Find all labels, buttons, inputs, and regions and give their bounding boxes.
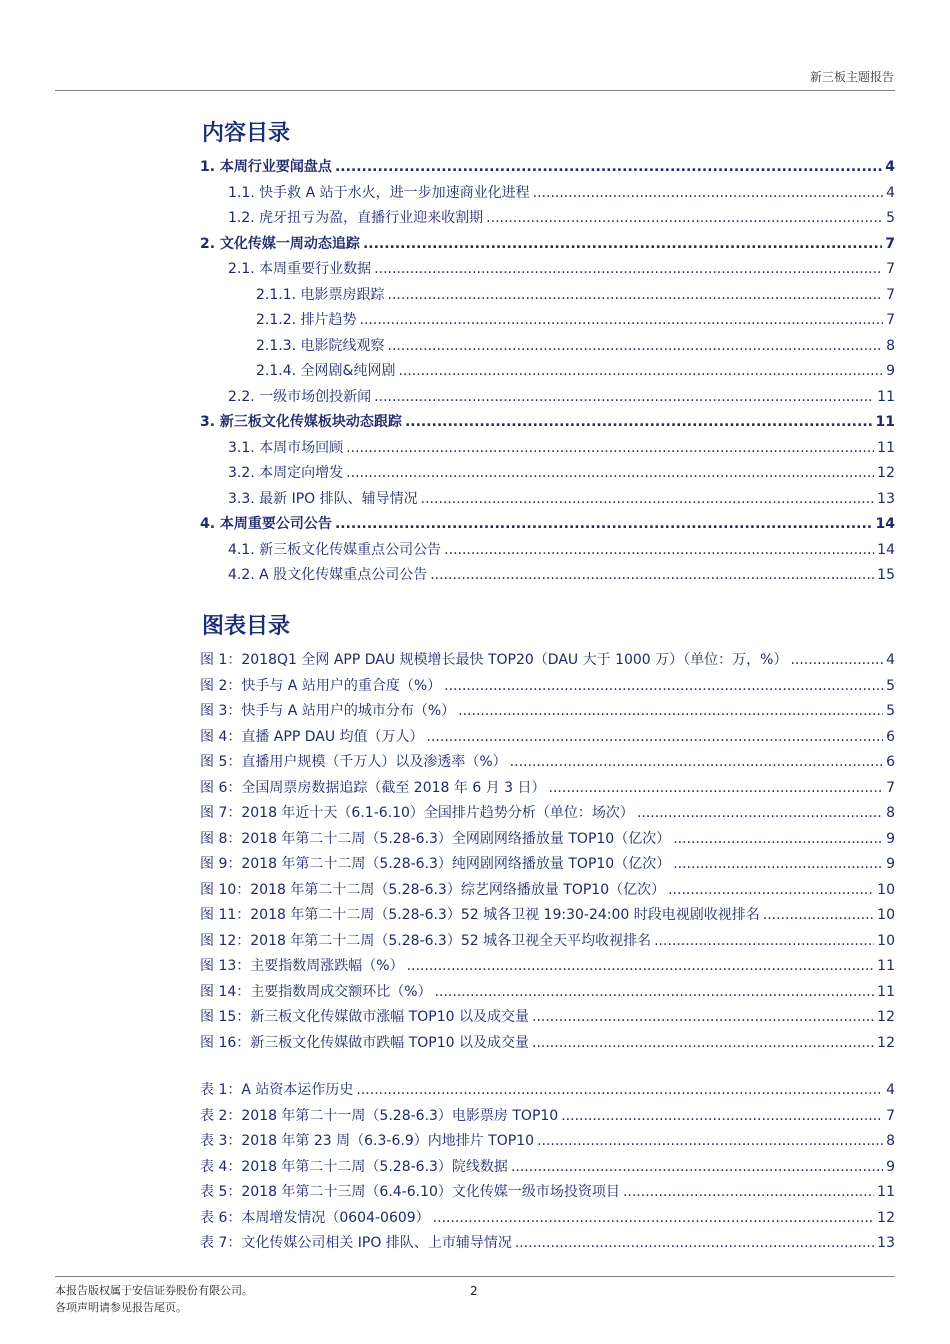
dot-leader [407, 956, 875, 976]
figure-item-label: 图 14：主要指数周成交额环比（%） [200, 983, 432, 1000]
figure-item-page: 12 [877, 1034, 895, 1051]
figure-item-label: 图 16：新三板文化传媒做市跌幅 TOP10 以及成交量 [200, 1034, 529, 1051]
table-item[interactable] [200, 1208, 895, 1228]
dot-leader [335, 157, 882, 177]
dot-leader [673, 829, 883, 849]
table-item-label: 表 2：2018 年第二十一周（5.28-6.3）电影票房 TOP10 [200, 1107, 559, 1124]
figure-item[interactable] [200, 982, 895, 1002]
dot-leader [363, 234, 882, 254]
table-item-label: 表 1：A 站资本运作历史 [200, 1082, 354, 1098]
figure-item-page: 11 [877, 983, 895, 1000]
figure-item-label: 图 11：2018 年第二十二周（5.28-6.3）52 城各卫视 19:30-24:00 时段电视剧收视排名 [200, 907, 760, 923]
dot-leader [374, 259, 883, 279]
footer-copyright: 本报告版权属于安信证券股份有限公司。 [55, 1284, 253, 1297]
toc-item-page: 7 [885, 235, 895, 252]
dot-leader [668, 880, 874, 900]
toc-item-page: 11 [877, 439, 895, 456]
dot-leader [511, 1157, 883, 1177]
toc-item-label: 3.1. 本周市场回顾 [228, 439, 344, 456]
toc-item-label: 3.3. 最新 IPO 排队、辅导情况 [228, 490, 418, 507]
dot-leader [486, 208, 883, 228]
dot-leader [458, 701, 883, 721]
figure-item[interactable] [200, 803, 895, 823]
figure-item[interactable] [200, 650, 895, 670]
toc-item[interactable] [228, 565, 895, 585]
table-item-label: 表 6：本周增发情况（0604-0609） [200, 1209, 430, 1226]
table-item-label: 表 5：2018 年第二十三周（6.4-6.10）文化传媒一级市场投资项目 [200, 1184, 620, 1200]
table-item-label: 表 4：2018 年第二十二周（5.28-6.3）院线数据 [200, 1158, 508, 1175]
table-item-page: 4 [886, 1082, 895, 1098]
toc-item-label: 3. 新三板文化传媒板块动态跟踪 [200, 414, 402, 430]
dot-leader [421, 489, 875, 509]
figure-item-label: 图 8：2018 年第二十二周（5.28-6.3）全网剧网络播放量 TOP10（亿次） [200, 830, 671, 847]
dot-leader [405, 412, 873, 432]
table-item[interactable] [200, 1157, 895, 1177]
toc-item-page: 14 [875, 516, 895, 532]
dot-leader [360, 310, 884, 330]
toc-item-label: 2.1.2. 排片趋势 [256, 312, 357, 328]
toc-item-label: 4.2. A 股文化传媒重点公司公告 [228, 567, 428, 583]
figure-item-page: 10 [877, 932, 895, 949]
toc-item-label: 2.1. 本周重要行业数据 [228, 261, 372, 277]
toc-item-page: 13 [877, 490, 895, 507]
dot-leader [346, 463, 874, 483]
toc-item-label: 1.1. 快手救 A 站于水火，进一步加速商业化进程 [228, 184, 530, 201]
figure-item-label: 图 15：新三板文化传媒做市涨幅 TOP10 以及成交量 [200, 1009, 529, 1025]
figure-item[interactable] [200, 905, 895, 925]
toc-item[interactable] [256, 310, 895, 330]
dot-leader [433, 1208, 875, 1228]
figure-item[interactable] [200, 829, 895, 849]
figure-item-page: 11 [877, 958, 895, 974]
table-item[interactable] [200, 1233, 895, 1253]
figure-item-page: 6 [886, 754, 895, 770]
figure-item-label: 图 6：全国周票房数据追踪（截至 2018 年 6 月 3 日） [200, 779, 546, 796]
footer-disclaimer: 各项声明请参见报告尾页。 [55, 1301, 187, 1314]
dot-leader [444, 540, 874, 560]
toc-item-page: 7 [886, 286, 895, 303]
toc-item-page: 7 [886, 261, 895, 277]
toc-item-label: 2.1.1. 电影票房跟踪 [256, 286, 385, 303]
dot-leader [654, 931, 874, 951]
figure-item-page: 9 [886, 856, 895, 872]
figure-item[interactable] [200, 1033, 895, 1053]
page-number: 2 [470, 1284, 478, 1298]
toc-item-page: 4 [885, 159, 895, 175]
toc-item-label: 4. 本周重要公司公告 [200, 516, 332, 532]
toc-item[interactable] [256, 336, 895, 356]
dot-leader [335, 514, 873, 534]
toc-item[interactable] [228, 387, 895, 407]
figure-item[interactable] [200, 931, 895, 951]
toc-item-page: 14 [877, 541, 895, 558]
toc-item[interactable] [228, 540, 895, 560]
toc-item[interactable] [228, 208, 895, 228]
toc-item[interactable] [200, 514, 895, 534]
dot-leader [430, 565, 874, 585]
dot-leader [356, 1080, 883, 1100]
dot-leader [549, 778, 884, 798]
figure-item-page: 5 [886, 703, 895, 719]
figure-item-label: 图 4：直播 APP DAU 均值（万人） [200, 728, 424, 745]
table-item-label: 表 3：2018 年第 23 周（6.3-6.9）内地排片 TOP10 [200, 1133, 535, 1149]
toc-item[interactable] [228, 259, 895, 279]
toc-item-label: 3.2. 本周定向增发 [228, 465, 344, 481]
dot-leader [388, 336, 884, 356]
toc-item-label: 2.1.4. 全网剧&纯网剧 [256, 363, 396, 379]
toc-item-page: 5 [886, 210, 895, 226]
table-item[interactable] [200, 1106, 895, 1126]
figure-item[interactable] [200, 701, 895, 721]
toc-item-page: 9 [886, 363, 895, 379]
dot-leader [763, 905, 874, 925]
figure-item-label: 图 7：2018 年近十天（6.1-6.10）全国排片趋势分析（单位：场次） [200, 805, 634, 821]
figures-section-title: 图表目录 [202, 614, 291, 639]
toc-item-label: 2.1.3. 电影院线观察 [256, 337, 385, 354]
figure-item-page: 6 [886, 728, 895, 745]
dot-leader [673, 854, 883, 874]
dot-leader [637, 803, 883, 823]
header-title: 新三板主题报告 [809, 70, 894, 84]
table-item-page: 11 [877, 1184, 895, 1200]
toc-item[interactable] [200, 157, 895, 177]
dot-leader [532, 1033, 874, 1053]
toc-item[interactable] [228, 463, 895, 483]
toc-item-page: 4 [886, 184, 895, 201]
dot-leader [444, 676, 883, 696]
toc-item[interactable] [256, 285, 895, 305]
figure-item-page: 7 [886, 779, 895, 796]
dot-leader [515, 1233, 874, 1253]
toc-item-label: 1. 本周行业要闻盘点 [200, 159, 332, 175]
figure-item[interactable] [200, 1007, 895, 1027]
table-item-page: 13 [877, 1235, 895, 1251]
figure-item-page: 12 [877, 1009, 895, 1025]
figure-item-label: 图 13：主要指数周涨跌幅（%） [200, 958, 404, 974]
toc-item-label: 2.2. 一级市场创投新闻 [228, 388, 372, 405]
figure-item[interactable] [200, 778, 895, 798]
figure-item-label: 图 3：快手与 A 站用户的城市分布（%） [200, 703, 456, 719]
dot-leader [435, 982, 875, 1002]
toc-item-label: 2. 文化传媒一周动态追踪 [200, 235, 360, 252]
header-rule [55, 90, 895, 91]
figure-item-label: 图 12：2018 年第二十二周（5.28-6.3）52 城各卫视全天平均收视排名 [200, 932, 652, 949]
table-item-page: 9 [886, 1158, 895, 1175]
dot-leader [346, 438, 874, 458]
table-item-page: 7 [886, 1107, 895, 1124]
table-item-page: 12 [877, 1209, 895, 1226]
toc-item[interactable] [228, 489, 895, 509]
toc-item-page: 11 [877, 388, 895, 405]
footer-rule [55, 1276, 895, 1277]
dot-leader [790, 650, 883, 670]
dot-leader [561, 1106, 883, 1126]
table-item-page: 8 [886, 1133, 895, 1149]
dot-leader [533, 183, 883, 203]
toc-item[interactable] [200, 412, 895, 432]
figure-item[interactable] [200, 956, 895, 976]
toc-item[interactable] [256, 361, 895, 381]
dot-leader [388, 285, 884, 305]
dot-leader [532, 1007, 874, 1027]
figure-item-page: 5 [886, 677, 895, 694]
table-item-label: 表 7：文化传媒公司相关 IPO 排队、上市辅导情况 [200, 1235, 512, 1251]
figure-item-label: 图 2：快手与 A 站用户的重合度（%） [200, 677, 442, 694]
figure-item[interactable] [200, 676, 895, 696]
toc-item[interactable] [228, 183, 895, 203]
toc-item-page: 12 [877, 465, 895, 481]
dot-leader [510, 752, 883, 772]
dot-leader [427, 727, 884, 747]
figure-item-page: 4 [886, 652, 895, 668]
figure-item-page: 10 [877, 907, 895, 923]
figure-item-page: 10 [877, 881, 895, 898]
toc-item[interactable] [228, 438, 895, 458]
figure-item-page: 8 [886, 805, 895, 821]
figure-item-label: 图 5：直播用户规模（千万人）以及渗透率（%） [200, 754, 507, 770]
toc-item-page: 11 [875, 414, 895, 430]
dot-leader [537, 1131, 883, 1151]
toc-section-title: 内容目录 [202, 121, 291, 146]
figure-item-page: 9 [886, 830, 895, 847]
toc-item-label: 4.1. 新三板文化传媒重点公司公告 [228, 541, 442, 558]
toc-item-page: 15 [877, 567, 895, 583]
table-item[interactable] [200, 1182, 895, 1202]
dot-leader [374, 387, 874, 407]
toc-item[interactable] [200, 234, 895, 254]
figure-item[interactable] [200, 854, 895, 874]
figure-item[interactable] [200, 727, 895, 747]
dot-leader [398, 361, 883, 381]
toc-item-label: 1.2. 虎牙扭亏为盈，直播行业迎来收割期 [228, 210, 484, 226]
figure-item-label: 图 1：2018Q1 全网 APP DAU 规模增长最快 TOP20（DAU 大于 1000 万）（单位：万，%） [200, 652, 788, 668]
table-item[interactable] [200, 1131, 895, 1151]
figure-item[interactable] [200, 752, 895, 772]
figure-item-label: 图 10：2018 年第二十二周（5.28-6.3）综艺网络播放量 TOP10（亿次） [200, 881, 666, 898]
dot-leader [623, 1182, 874, 1202]
toc-item-page: 8 [886, 337, 895, 354]
figure-item[interactable] [200, 880, 895, 900]
toc-item-page: 7 [886, 312, 895, 328]
figure-item-label: 图 9：2018 年第二十二周（5.28-6.3）纯网剧网络播放量 TOP10（亿次） [200, 856, 671, 872]
table-item[interactable] [200, 1080, 895, 1100]
